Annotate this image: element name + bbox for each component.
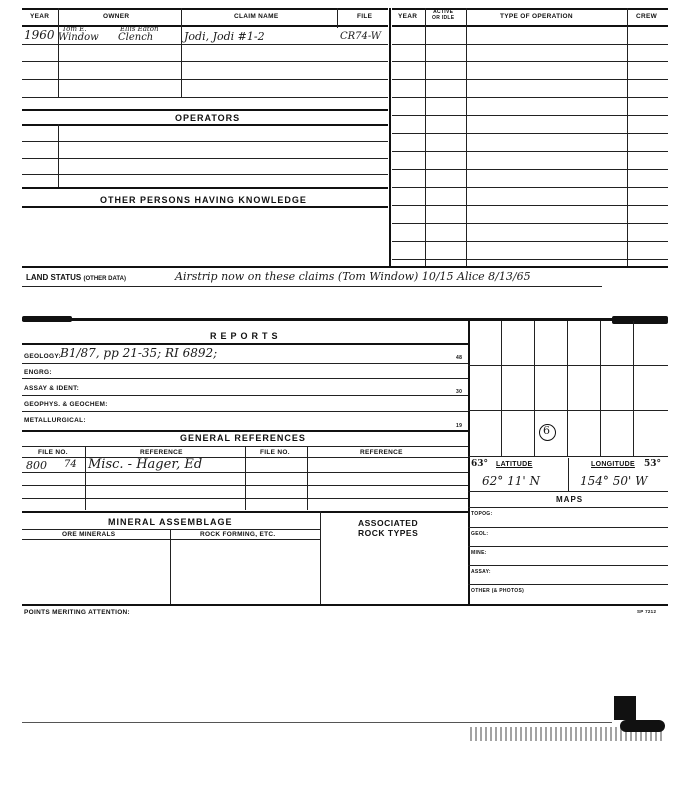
reports-title: REPORTS — [210, 331, 282, 341]
rule — [392, 241, 668, 242]
entry-claim-name: Jodi, Jodi #1-2 — [184, 30, 265, 43]
rule — [468, 507, 668, 508]
rule — [425, 8, 426, 266]
rule — [58, 124, 59, 187]
assay-ident-label: ASSAY & IDENT: — [24, 385, 80, 392]
mineral-assemblage-title: MINERAL ASSEMBLAGE — [108, 517, 233, 527]
ref-reference-value: Misc. - Hager, Ed — [88, 457, 203, 472]
latitude-value: 62° 11' N — [482, 474, 540, 488]
rule — [468, 565, 668, 566]
rock-types-label: ROCK TYPES — [358, 528, 419, 538]
grid-mark: 6 — [543, 424, 550, 437]
rule — [181, 8, 182, 98]
land-status-label — [26, 273, 126, 282]
rule — [468, 321, 470, 606]
ref-file-no-value: 800 — [26, 459, 47, 472]
rule — [22, 8, 388, 10]
grid-line — [600, 321, 601, 456]
geophys-geochem-label: GEOPHYS. & GEOCHEM: — [24, 401, 108, 408]
rule — [22, 430, 468, 432]
ref-file-no-value-2: 74 — [64, 459, 77, 470]
rule — [22, 97, 388, 98]
entry-file: CR74-W — [340, 31, 382, 42]
col-active-idle: ACTIVE OR IDLE — [432, 9, 455, 21]
rule — [320, 511, 321, 604]
rule — [22, 363, 468, 364]
rule — [337, 8, 338, 28]
land-status-label-text: LAND STATUS — [26, 273, 82, 282]
grid-line — [468, 410, 668, 411]
lat-prefix: 63° — [471, 459, 489, 469]
col-crew: CREW — [636, 13, 658, 20]
rule — [245, 446, 246, 510]
land-status-sub: (OTHER DATA) — [83, 276, 126, 282]
rule — [627, 8, 628, 266]
rule — [22, 411, 468, 412]
rule — [22, 343, 468, 345]
rule — [392, 79, 668, 80]
rule — [392, 259, 668, 260]
rule — [22, 109, 388, 111]
col-claim-name: CLAIM NAME — [234, 13, 279, 20]
grid-line — [501, 321, 502, 456]
assay-margin: 30 — [456, 389, 463, 395]
rule — [22, 485, 468, 486]
rule — [85, 446, 86, 510]
rule — [22, 141, 388, 142]
rule — [22, 61, 388, 62]
geology-margin: 48 — [456, 355, 463, 361]
rule — [392, 205, 668, 206]
rule — [468, 546, 668, 547]
associated-label: ASSOCIATED — [358, 518, 419, 528]
rule — [22, 604, 468, 606]
general-references-title: GENERAL REFERENCES — [180, 433, 306, 443]
maps-assay: ASSAY: — [471, 569, 491, 575]
maps-geol: GEOL: — [471, 531, 489, 537]
col-type-of-operation: TYPE OF OPERATION — [500, 13, 573, 20]
grid-line — [468, 456, 668, 457]
rule — [22, 472, 468, 473]
heavy-rule — [22, 316, 72, 322]
rule — [392, 187, 668, 188]
ref-col-reference-2: REFERENCE — [360, 449, 403, 456]
rule — [468, 527, 668, 528]
rule — [392, 115, 668, 116]
grid-line — [567, 321, 568, 456]
rule — [22, 174, 388, 175]
latitude-label: LATITUDE — [496, 461, 533, 468]
rule — [22, 498, 468, 499]
longitude-label: LONGITUDE — [591, 461, 635, 468]
rule — [22, 124, 388, 126]
maps-other: OTHER (& PHOTOS) — [471, 588, 525, 594]
rule — [392, 169, 668, 170]
rule — [22, 286, 602, 287]
rule — [392, 133, 668, 134]
grid-line — [633, 321, 634, 456]
rule — [22, 44, 388, 45]
col-year: YEAR — [30, 13, 50, 20]
rule — [468, 584, 668, 585]
heavy-rule — [22, 318, 668, 321]
points-meriting-attention-label: POINTS MERITING ATTENTION: — [24, 609, 131, 616]
land-status-handwriting: Airstrip now on these claims (Tom Window) 10/15 Alice 8/13/65 — [175, 270, 531, 283]
rule — [22, 158, 388, 159]
rule — [22, 378, 468, 379]
geology-label: GEOLOGY: — [24, 353, 61, 360]
rule — [392, 61, 668, 62]
rule — [568, 458, 569, 491]
ref-col-reference: REFERENCE — [140, 449, 183, 456]
rule — [22, 206, 388, 208]
other-persons-title: OTHER PERSONS HAVING KNOWLEDGE — [100, 195, 307, 205]
rule — [22, 529, 320, 530]
maps-title: MAPS — [556, 495, 584, 504]
metallurgical-margin: 19 — [456, 423, 463, 429]
rule — [22, 511, 468, 513]
ref-col-file-no-2: FILE NO. — [260, 449, 290, 456]
rule — [392, 151, 668, 152]
entry-owner2-line2: Clench — [118, 32, 154, 43]
entry-owner-line2: Window — [58, 32, 99, 43]
metallurgical-label: METALLURGICAL: — [24, 417, 86, 424]
rule — [170, 529, 171, 604]
rule — [22, 539, 320, 540]
entry-owner2-line1: Ellis Eaton — [120, 25, 159, 33]
rock-forming-label: ROCK FORMING, ETC. — [200, 531, 276, 538]
scan-smudge — [614, 696, 636, 720]
ore-minerals-label: ORE MINERALS — [62, 531, 116, 538]
col-owner: OWNER — [103, 13, 130, 20]
rule — [389, 8, 391, 266]
rule — [466, 8, 467, 266]
rule — [22, 722, 612, 723]
grid-line — [468, 365, 668, 366]
ref-col-file-no: FILE NO. — [38, 449, 68, 456]
longitude-value: 154° 50' W — [580, 474, 648, 488]
col-year-2: YEAR — [398, 13, 418, 20]
rule — [468, 604, 668, 606]
rule — [22, 266, 668, 268]
rule — [58, 8, 59, 98]
maps-mine: MINE: — [471, 550, 487, 556]
scan-smudge — [620, 720, 665, 732]
rule — [307, 446, 308, 510]
entry-owner-line1: Tom E. — [62, 25, 87, 33]
rule — [392, 97, 668, 98]
grid-line — [534, 321, 535, 456]
rule — [392, 223, 668, 224]
entry-year: 1960 — [24, 28, 55, 42]
lon-suffix: 53° — [644, 459, 662, 469]
geology-value: B1/87, pp 21-35; RI 6892; — [60, 346, 218, 360]
form-number: SP 7212 — [637, 609, 657, 614]
heavy-rule — [612, 316, 668, 324]
rule — [392, 44, 668, 45]
engrg-label: ENGRG: — [24, 369, 52, 376]
maps-topog: TOPOG: — [471, 511, 493, 517]
col-file: FILE — [357, 13, 373, 20]
rule — [468, 491, 668, 492]
operators-title: OPERATORS — [175, 113, 241, 123]
rule — [22, 187, 388, 189]
rule — [22, 79, 388, 80]
rule — [22, 395, 468, 396]
